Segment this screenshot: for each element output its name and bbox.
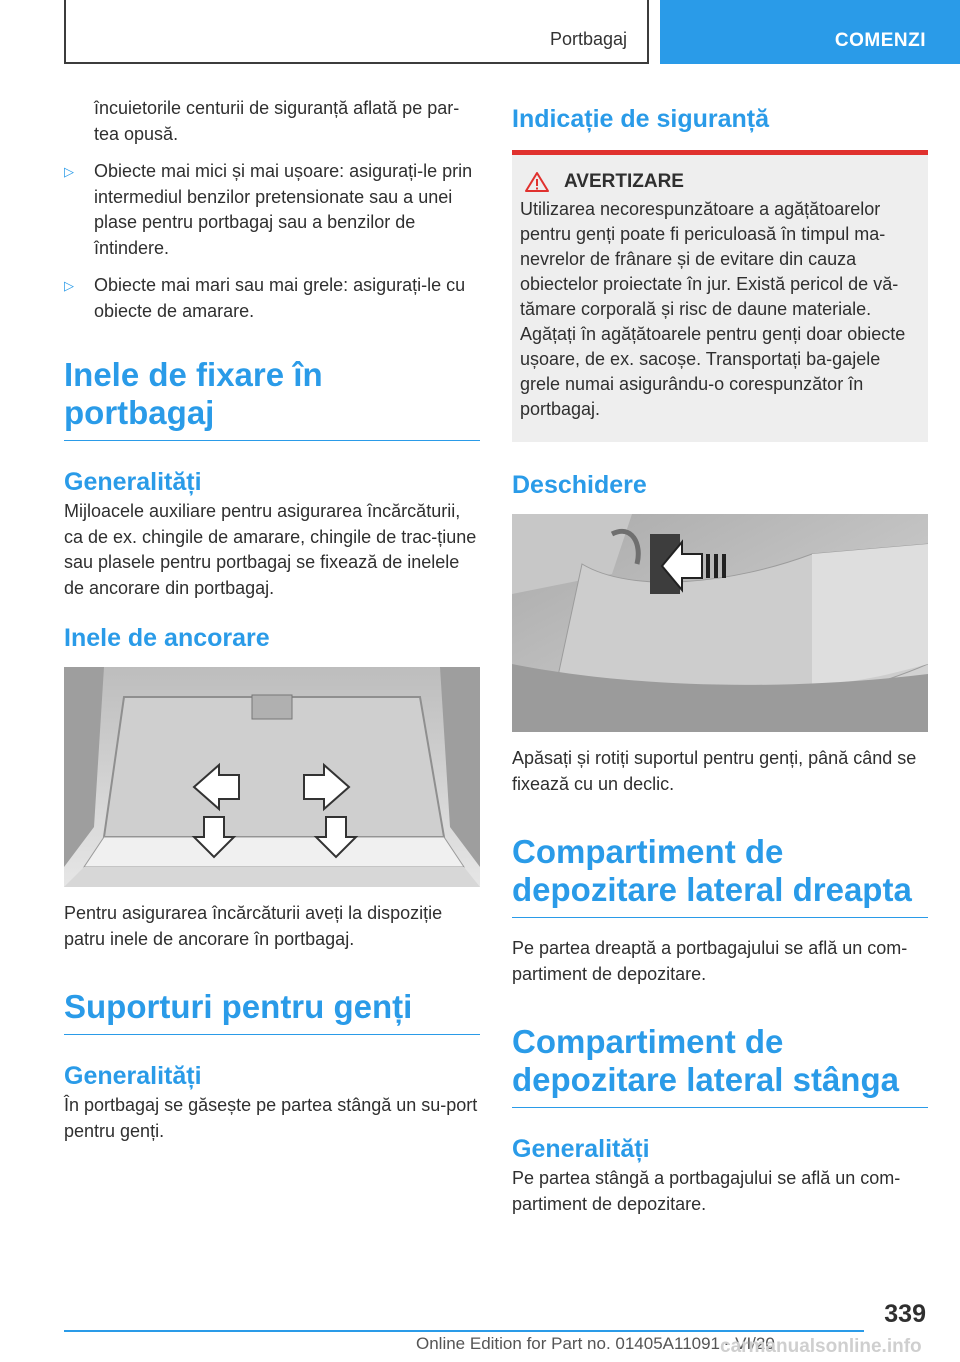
paragraph-general: Mijloacele auxiliare pentru asigurarea încărcăturii, ca de ex. chingile de amarare, chingile de trac-țiune sau plasele pentru portbagaj se fixează de inelele de ancorare din portbagaj. — [64, 501, 477, 598]
list-item-text: Obiecte mai mari sau mai grele: asigurați-le cu obiecte de amarare. — [94, 275, 466, 321]
warning-label: AVERTIZARE — [564, 171, 684, 192]
paragraph-right-compartment: Pe partea dreaptă a portbagajului se află un com-partiment de depozitare. — [512, 938, 908, 984]
heading-general: Generalități — [512, 1135, 650, 1163]
section-title: Portbagaj — [549, 29, 627, 49]
list-item — [64, 159, 480, 261]
heading-general: Generalități — [64, 468, 202, 496]
page-number: 339 — [884, 1300, 926, 1328]
paragraph-left-compartment: Pe partea stângă a portbagajului se află un com-partiment de depozitare. — [512, 1168, 901, 1214]
triangle-bullet-icon: ▷ — [64, 278, 74, 293]
header-section-box — [64, 0, 649, 64]
list-item-text: Obiecte mai mici și mai ușoare: asigurați-le prin intermediul benzilor pretensionate sau a unei plase pentru portbagaj sau a benzilor de întindere. — [94, 161, 473, 258]
heading-left-compartment: Compartiment de depozitare lateral stânga — [512, 1023, 928, 1108]
heading-fixing-rings: Inele de fixare în portbagaj — [64, 356, 480, 441]
trunk-anchor-rings-image — [64, 667, 480, 887]
left-column — [64, 96, 480, 1144]
paragraph-anchor-rings: Pentru asigurarea încărcăturii aveți la dispoziție patru inele de ancorare în portbagaj. — [64, 903, 443, 949]
heading-bag-hooks: Suporturi pentru genți — [64, 988, 480, 1035]
heading-opening: Deschidere — [512, 471, 647, 499]
bag-hook-image — [512, 514, 928, 732]
chapter-tab — [660, 0, 960, 64]
right-column — [512, 104, 928, 1217]
paragraph-opening: Apăsați și rotiți suportul pentru genți, până când se fixează cu un declic. — [512, 748, 917, 794]
continued-text: încuietorile centurii de siguranță aflată pe par-tea opusă. — [94, 98, 460, 144]
heading-anchor-rings: Inele de ancorare — [64, 624, 270, 652]
list-item — [64, 273, 480, 324]
heading-safety-note: Indicație de siguranță — [512, 105, 770, 133]
heading-general: Generalități — [64, 1062, 202, 1090]
footer-watermark: carmanualsonline.info — [720, 1336, 922, 1357]
footer-divider — [64, 1330, 864, 1332]
warning-box — [512, 150, 928, 442]
warning-text: Utilizarea necorespunzătoare a agățătoarelor pentru genți poate fi periculoasă în timpul ma-nevrelor de frânare și de evitare din cauza obiectelor proiectate în jur. Există pericol de vă-tămare corporală și risc de daune materiale. Agățați în agățătoarele pentru genți doar obiecte ușoare, de ex. sacoșe. Transportați ba-gajele grele numai asigurându-o corespunzător în portbagaj. — [520, 199, 906, 419]
paragraph-bag-hook: În portbagaj se găsește pe partea stângă un su-port pentru genți. — [64, 1095, 478, 1141]
heading-right-compartment: Compartiment de depozitare lateral dreapta — [512, 833, 928, 918]
chapter-title: COMENZI — [834, 30, 926, 51]
footer-edition: Online Edition for Part no. 01405A11091 - VI/20 — [416, 1334, 775, 1353]
triangle-bullet-icon: ▷ — [64, 164, 74, 179]
warning-header — [520, 171, 918, 193]
warning-triangle-icon — [524, 171, 550, 193]
